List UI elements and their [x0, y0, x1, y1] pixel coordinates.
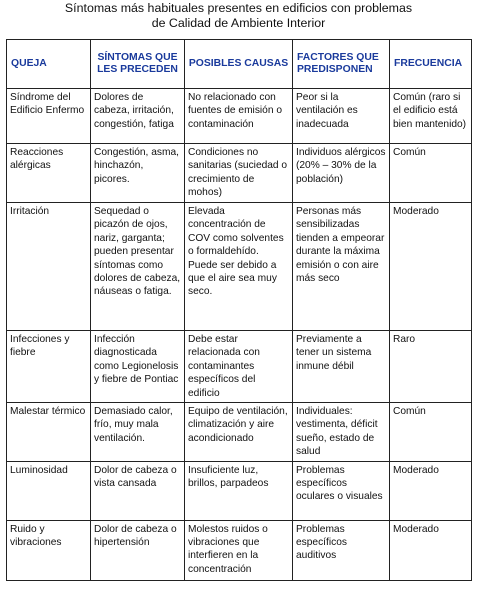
table-row — [7, 89, 472, 144]
cell-queja: Luminosidad — [7, 461, 91, 520]
cell-queja: Reacciones alérgicas — [7, 144, 91, 203]
cell-sintomas: Sequedad o picazón de ojos, nariz, garganta; pueden presentar síntomas como dolores de cabeza, náuseas o fatiga. — [91, 203, 185, 331]
cell-sintomas: Dolores de cabeza, irritación, congestión, fatiga — [91, 89, 185, 144]
cell-queja: Malestar térmico — [7, 403, 91, 462]
cell-causas: Condiciones no sanitarias (suciedad o crecimiento de mohos) — [185, 144, 293, 203]
cell-frecuencia: Común (raro si el edificio está bien mantenido) — [390, 89, 472, 144]
table-row — [7, 520, 472, 580]
cell-causas: Elevada concentración de COV como solventes o formaldehído. Puede ser debido a que el aire sea muy seco. — [185, 203, 293, 331]
cell-causas: No relacionado con fuentes de emisión o contaminación — [185, 89, 293, 144]
cell-factores: Peor si la ventilación es inadecuada — [293, 89, 390, 144]
header-queja: QUEJA — [7, 40, 91, 89]
cell-queja: Infecciones y fiebre — [7, 331, 91, 403]
cell-queja: Irritación — [7, 203, 91, 331]
header-sintomas: SÍNTOMAS QUE LES PRECEDEN — [91, 40, 185, 89]
cell-factores: Previamente a tener un sistema inmune débil — [293, 331, 390, 403]
cell-sintomas: Dolor de cabeza o vista cansada — [91, 461, 185, 520]
cell-causas: Molestos ruidos o vibraciones que interfieren en la concentración — [185, 520, 293, 580]
cell-frecuencia: Moderado — [390, 461, 472, 520]
header-factores: FACTORES QUE PREDISPONEN — [293, 40, 390, 89]
table-row — [7, 331, 472, 403]
table-header-row — [7, 40, 472, 89]
cell-factores: Individuales: vestimenta, déficit sueño, estado de salud — [293, 403, 390, 462]
cell-frecuencia: Moderado — [390, 203, 472, 331]
cell-queja: Síndrome del Edificio Enfermo — [7, 89, 91, 144]
symptoms-table — [6, 39, 472, 581]
cell-factores: Problemas específicos auditivos — [293, 520, 390, 580]
cell-sintomas: Demasiado calor, frío, muy mala ventilación. — [91, 403, 185, 462]
header-causas: POSIBLES CAUSAS — [185, 40, 293, 89]
cell-sintomas: Congestión, asma, hinchazón, picores. — [91, 144, 185, 203]
cell-causas: Debe estar relacionada con contaminantes específicos del edificio — [185, 331, 293, 403]
cell-factores: Individuos alérgicos (20% – 30% de la población) — [293, 144, 390, 203]
table-row — [7, 403, 472, 462]
title-line-1: Síntomas más habituales presentes en edificios con problemas — [64, 1, 413, 15]
table-row — [7, 144, 472, 203]
cell-frecuencia: Moderado — [390, 520, 472, 580]
cell-causas: Equipo de ventilación, climatización y aire acondicionado — [185, 403, 293, 462]
page-title — [0, 1, 477, 33]
cell-frecuencia: Común — [390, 144, 472, 203]
table-row — [7, 461, 472, 520]
cell-frecuencia: Común — [390, 403, 472, 462]
table-row — [7, 203, 472, 331]
header-frecuencia: FRECUENCIA — [390, 40, 472, 89]
cell-frecuencia: Raro — [390, 331, 472, 403]
cell-factores: Problemas específicos oculares o visuales — [293, 461, 390, 520]
cell-sintomas: Dolor de cabeza o hipertensión — [91, 520, 185, 580]
cell-queja: Ruido y vibraciones — [7, 520, 91, 580]
cell-sintomas: Infección diagnosticada como Legionelosis y fiebre de Pontiac — [91, 331, 185, 403]
title-line-2: de Calidad de Ambiente Interior — [151, 16, 326, 30]
cell-causas: Insuficiente luz, brillos, parpadeos — [185, 461, 293, 520]
cell-factores: Personas más sensibilizadas tienden a empeorar durante la máxima emisión o con aire más seco — [293, 203, 390, 331]
